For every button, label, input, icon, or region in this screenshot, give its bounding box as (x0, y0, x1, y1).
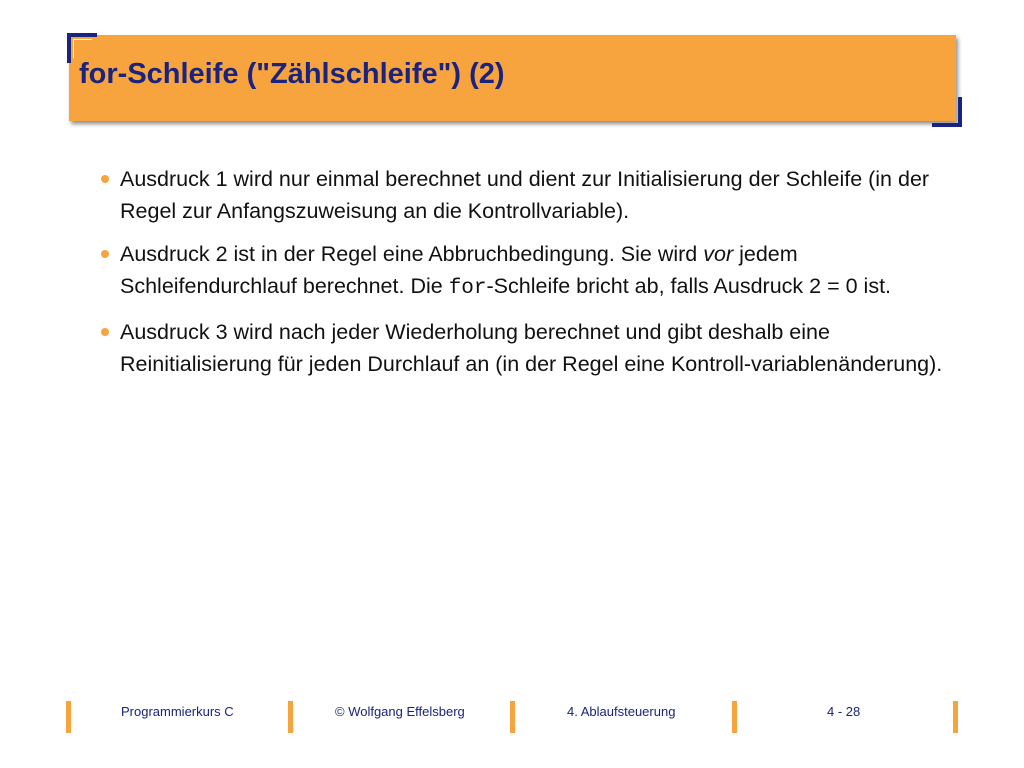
title-bar (69, 35, 956, 121)
footer-chapter: 4. Ablaufsteuerung (567, 704, 676, 719)
footer-author: © Wolfgang Effelsberg (335, 704, 465, 719)
bullet-item-2 (98, 238, 958, 305)
footer-course: Programmierkurs C (121, 704, 234, 719)
title-corner-top-left (67, 33, 97, 63)
slide-title: for-Schleife ("Zählschleife") (2) (79, 58, 505, 90)
bullet-dot-icon (101, 175, 109, 183)
footer-divider (288, 701, 293, 733)
slide-content (98, 163, 958, 391)
footer-divider (66, 701, 71, 733)
footer-divider (953, 701, 958, 733)
title-corner-bottom-right (932, 97, 962, 127)
bullet-text-3: Ausdruck 3 wird nach jeder Wiederholung berechnet und gibt deshalb eine Reinitialisierung für jeden Durchlauf an (in der Regel eine Kontroll-variablenänderung). (120, 320, 943, 376)
bullet-text-1: Ausdruck 1 wird nur einmal berechnet und dient zur Initialisierung der Schleife (in der Regel zur Anfangszuweisung an die Kontrollvariable). (120, 167, 930, 223)
bullet-item-3 (98, 316, 958, 380)
footer-divider (732, 701, 737, 733)
bullet-item-1 (98, 163, 958, 227)
footer-divider (510, 701, 515, 733)
bullet-text-2a: Ausdruck 2 ist in der Regel eine Abbruchbedingung. Sie wird (120, 242, 704, 266)
bullet-list (98, 163, 958, 380)
bullet-dot-icon (101, 328, 109, 336)
footer-page-number: 4 - 28 (827, 704, 861, 719)
code-keyword: for (448, 277, 487, 300)
bullet-emphasis: vor (703, 242, 734, 266)
bullet-dot-icon (101, 250, 109, 258)
bullet-text-2c: -Schleife bricht ab, falls Ausdruck 2 = 0 ist. (486, 274, 892, 298)
bullet-text-2b: jedem Schleifendurchlauf berechnet. Die (120, 242, 798, 298)
